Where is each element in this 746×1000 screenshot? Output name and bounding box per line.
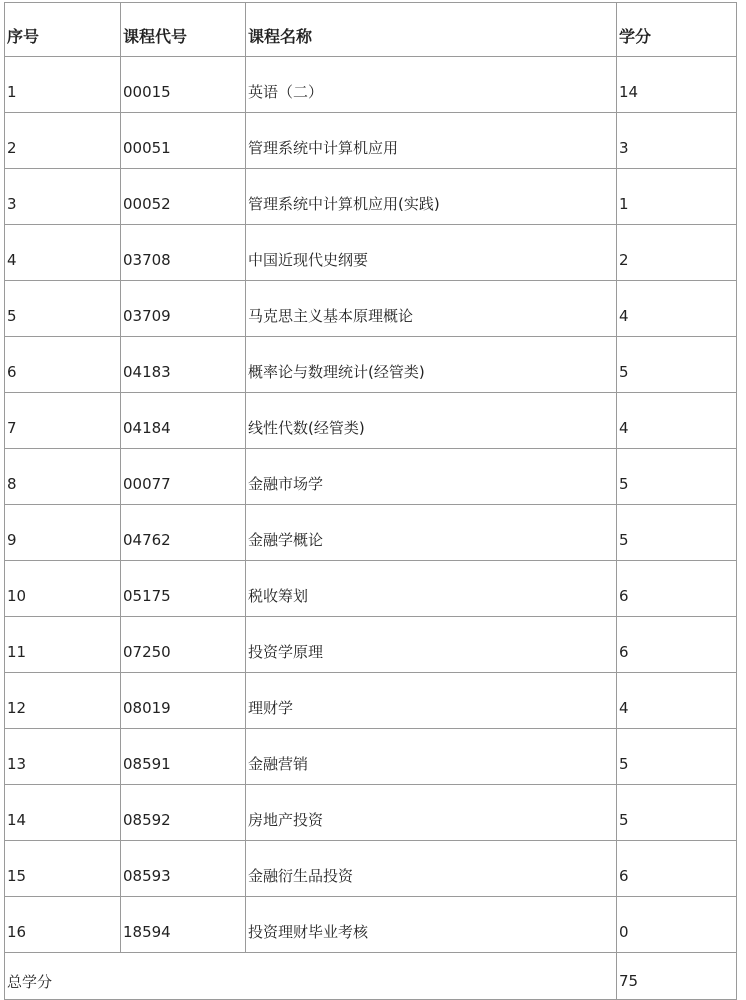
course-code: 03708: [121, 225, 246, 281]
course-credits: 5: [617, 337, 737, 393]
table-row: [5, 617, 737, 673]
course-name: 概率论与数理统计(经管类): [246, 337, 617, 393]
table-row: [5, 449, 737, 505]
table-row: [5, 505, 737, 561]
course-name: 管理系统中计算机应用(实践): [246, 169, 617, 225]
course-code: 05175: [121, 561, 246, 617]
row-index: 13: [5, 729, 121, 785]
course-name: 金融学概论: [246, 505, 617, 561]
table-row: [5, 897, 737, 953]
row-index: 11: [5, 617, 121, 673]
total-credits: 75: [617, 953, 737, 1000]
row-index: 9: [5, 505, 121, 561]
course-code: 08593: [121, 841, 246, 897]
course-credits: 14: [617, 57, 737, 113]
course-code: 07250: [121, 617, 246, 673]
row-index: 3: [5, 169, 121, 225]
row-index: 16: [5, 897, 121, 953]
course-name: 金融衍生品投资: [246, 841, 617, 897]
course-name: 投资理财毕业考核: [246, 897, 617, 953]
table-row: [5, 841, 737, 897]
header-index: 序号: [5, 3, 121, 57]
course-name: 税收筹划: [246, 561, 617, 617]
course-code: 03709: [121, 281, 246, 337]
course-credits: 6: [617, 617, 737, 673]
row-index: 7: [5, 393, 121, 449]
course-code: 00051: [121, 113, 246, 169]
row-index: 1: [5, 57, 121, 113]
course-credits: 0: [617, 897, 737, 953]
course-code: 04762: [121, 505, 246, 561]
course-credits: 5: [617, 729, 737, 785]
course-name: 金融营销: [246, 729, 617, 785]
course-credits: 4: [617, 673, 737, 729]
course-credits: 5: [617, 505, 737, 561]
row-index: 5: [5, 281, 121, 337]
table-row: [5, 729, 737, 785]
course-name: 英语（二）: [246, 57, 617, 113]
course-code: 00052: [121, 169, 246, 225]
row-index: 14: [5, 785, 121, 841]
table-row: [5, 113, 737, 169]
course-name: 中国近现代史纲要: [246, 225, 617, 281]
course-code: 04183: [121, 337, 246, 393]
course-code: 08591: [121, 729, 246, 785]
row-index: 2: [5, 113, 121, 169]
table-row: [5, 785, 737, 841]
course-code: 08019: [121, 673, 246, 729]
course-code: 00015: [121, 57, 246, 113]
course-credits: 2: [617, 225, 737, 281]
table-row: [5, 57, 737, 113]
row-index: 10: [5, 561, 121, 617]
course-credits: 1: [617, 169, 737, 225]
table-row: [5, 337, 737, 393]
course-credits: 4: [617, 393, 737, 449]
table-header-row: [5, 3, 737, 57]
course-code: 04184: [121, 393, 246, 449]
course-code: 08592: [121, 785, 246, 841]
course-name: 金融市场学: [246, 449, 617, 505]
course-code: 00077: [121, 449, 246, 505]
course-credits: 6: [617, 841, 737, 897]
table-row: [5, 673, 737, 729]
header-course-name: 课程名称: [246, 3, 617, 57]
course-name: 马克思主义基本原理概论: [246, 281, 617, 337]
table-row: [5, 393, 737, 449]
table-body: [5, 57, 737, 953]
table-row: [5, 561, 737, 617]
total-label: 总学分: [5, 953, 617, 1000]
course-credits: 3: [617, 113, 737, 169]
course-credits: 5: [617, 449, 737, 505]
course-name: 理财学: [246, 673, 617, 729]
row-index: 4: [5, 225, 121, 281]
table-row: [5, 225, 737, 281]
course-name: 投资学原理: [246, 617, 617, 673]
row-index: 8: [5, 449, 121, 505]
course-credits: 6: [617, 561, 737, 617]
row-index: 15: [5, 841, 121, 897]
header-course-code: 课程代号: [121, 3, 246, 57]
row-index: 12: [5, 673, 121, 729]
table-row: [5, 169, 737, 225]
course-credits: 4: [617, 281, 737, 337]
total-row: [5, 953, 737, 1000]
course-table: [4, 2, 737, 1000]
table-row: [5, 281, 737, 337]
header-credits: 学分: [617, 3, 737, 57]
course-name: 房地产投资: [246, 785, 617, 841]
course-code: 18594: [121, 897, 246, 953]
course-credits: 5: [617, 785, 737, 841]
course-name: 线性代数(经管类): [246, 393, 617, 449]
course-name: 管理系统中计算机应用: [246, 113, 617, 169]
row-index: 6: [5, 337, 121, 393]
